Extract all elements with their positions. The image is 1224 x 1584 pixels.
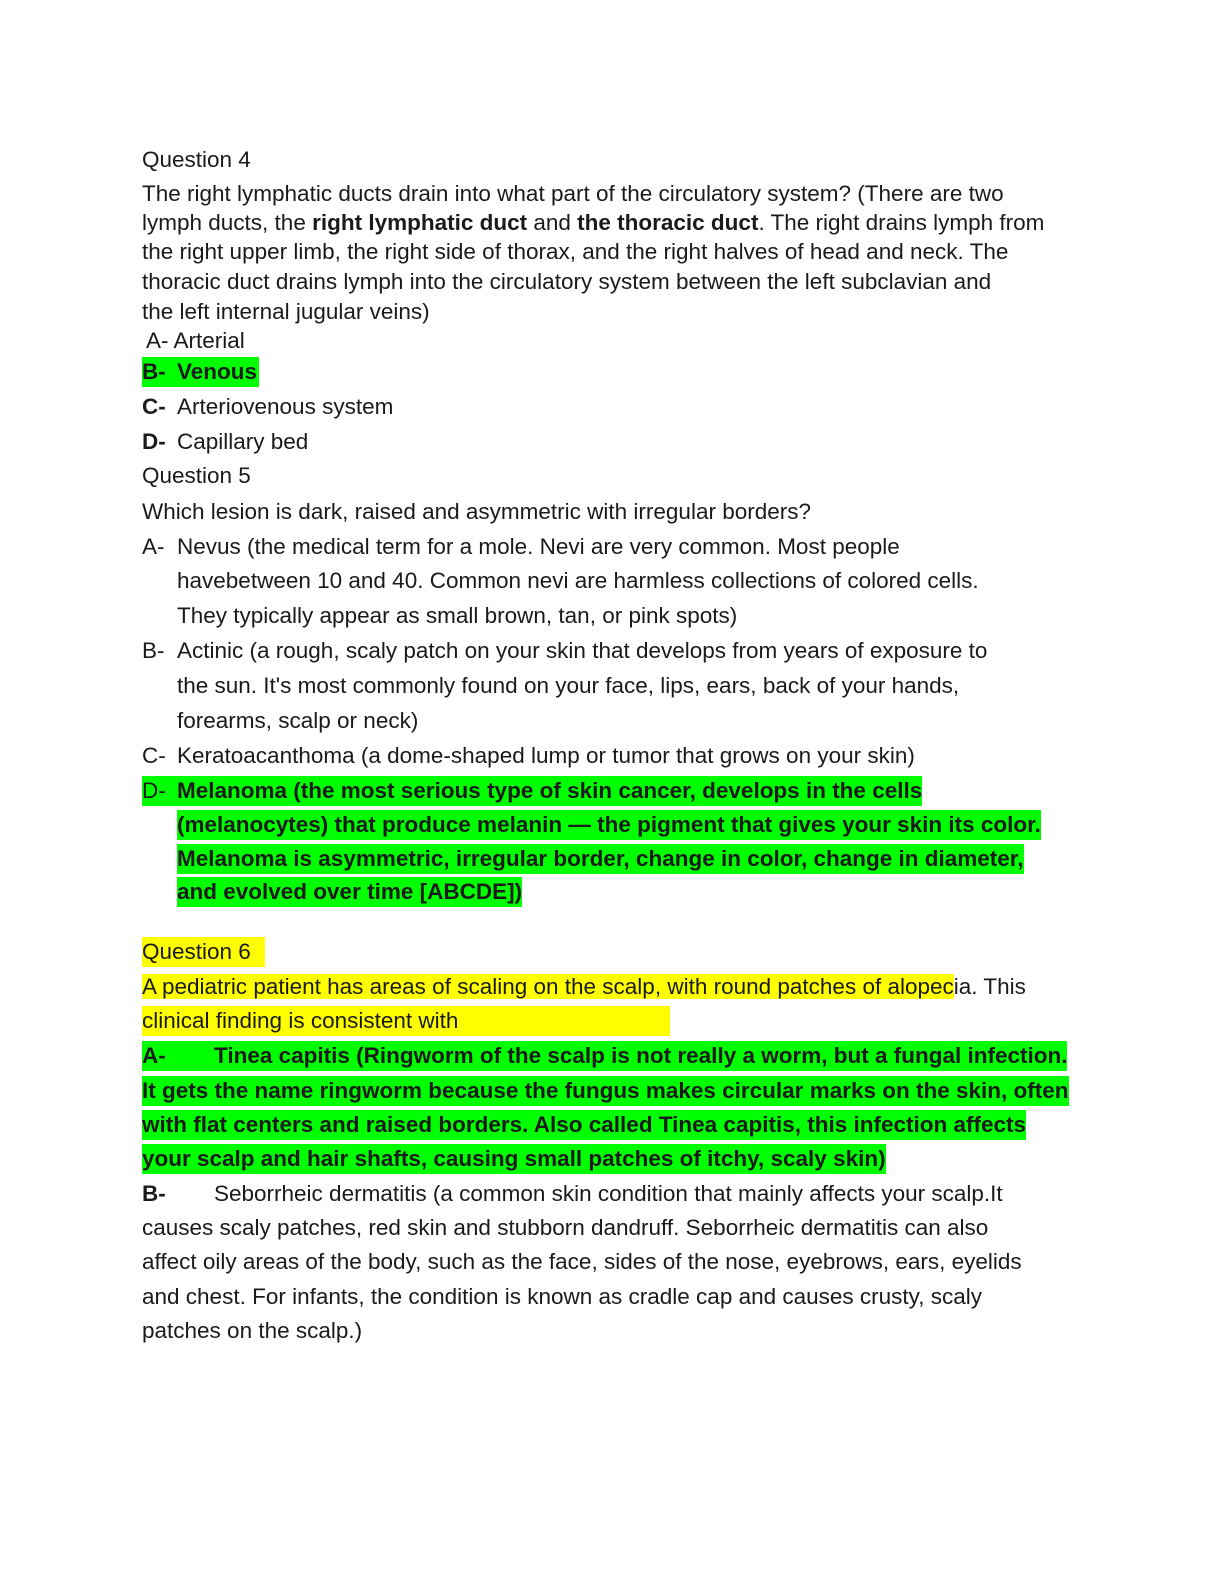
question-5-heading: Question 5 [142, 463, 251, 488]
q6-option-a-line-correct: It gets the name ringworm because the fungus makes circular marks on the skin, often [142, 1076, 1069, 1106]
q5-option-a-line: havebetween 10 and 40. Common nevi are harmless collections of colored cells. [177, 568, 979, 593]
question-4-text-line: lymph ducts, the right lymphatic duct and the thoracic duct. The right drains lymph from [142, 210, 1045, 235]
q6-option-b-line: causes scaly patches, red skin and stubborn dandruff. Seborrheic dermatitis can also [142, 1215, 989, 1240]
q6-option-a-line-correct: with flat centers and raised borders. Also called Tinea capitis, this infection affects [142, 1110, 1026, 1140]
q5-option-a-line: They typically appear as small brown, tan, or pink spots) [177, 603, 738, 628]
q5-option-a-line: Nevus (the medical term for a mole. Nevi are very common. Most people [177, 534, 900, 559]
q6-option-b-line: and chest. For infants, the condition is known as cradle cap and causes crusty, scaly [142, 1284, 983, 1309]
q5-option-b-line: forearms, scalp or neck) [177, 708, 419, 733]
q6-option-a-correct: A- Tinea capitis (Ringworm of the scalp is not really a worm, but a fungal infection. [142, 1041, 1067, 1071]
q5-option-d-line-correct: Melanoma is asymmetric, irregular border, change in color, change in diameter, [177, 844, 1024, 874]
q5-option-d-letter: D- [142, 776, 177, 806]
q5-option-b-letter: B- [142, 638, 165, 663]
q5-option-d-line-correct: (melanocytes) that produce melanin — the pigment that gives your skin its color. [177, 810, 1041, 840]
question-4-text-line: the right upper limb, the right side of thorax, and the right halves of head and neck. The [142, 239, 1009, 264]
q5-option-d-line-correct: and evolved over time [ABCDE]) [177, 877, 522, 907]
question-4-text-line: thoracic duct drains lymph into the circulatory system between the left subclavian and [142, 269, 992, 294]
q5-option-c-line: Keratoacanthoma (a dome-shaped lump or tumor that grows on your skin) [177, 743, 915, 768]
q6-option-b: B- Seborrheic dermatitis (a common skin condition that mainly affects your scalp.It [142, 1181, 1003, 1206]
q4-option-d: D- Capillary bed [142, 429, 309, 454]
q5-option-b-line: Actinic (a rough, scaly patch on your skin that develops from years of exposure to [177, 638, 988, 663]
q6-option-b-line: affect oily areas of the body, such as the face, sides of the nose, eyebrows, ears, eyelids [142, 1249, 1022, 1274]
question-6-heading: Question 6 [142, 937, 265, 967]
question-4-text-line: The right lymphatic ducts drain into what part of the circulatory system? (There are two [142, 181, 1004, 206]
question-4-heading: Question 4 [142, 147, 251, 172]
question-4-text-line: the left internal jugular veins) [142, 299, 430, 324]
q4-option-c: C- Arteriovenous system [142, 394, 394, 419]
q5-option-d-line-correct: Melanoma (the most serious type of skin cancer, develops in the cells [177, 776, 922, 806]
q4-option-a: A- Arterial [146, 328, 245, 353]
question-6-text-line: clinical finding is consistent with [142, 1006, 670, 1036]
q5-option-c-letter: C- [142, 743, 166, 768]
q4-option-b-correct: B- Venous [142, 357, 259, 387]
q5-option-b-line: the sun. It's most commonly found on your face, lips, ears, back of your hands, [177, 673, 960, 698]
q6-option-b-line: patches on the scalp.) [142, 1318, 363, 1343]
q5-option-a-letter: A- [142, 534, 165, 559]
q6-option-a-line-correct: your scalp and hair shafts, causing small patches of itchy, scaly skin) [142, 1144, 886, 1174]
question-6-text-line: A pediatric patient has areas of scaling on the scalp, with round patches of alopecia. This [142, 974, 1026, 999]
question-5-text: Which lesion is dark, raised and asymmetric with irregular borders? [142, 499, 812, 524]
